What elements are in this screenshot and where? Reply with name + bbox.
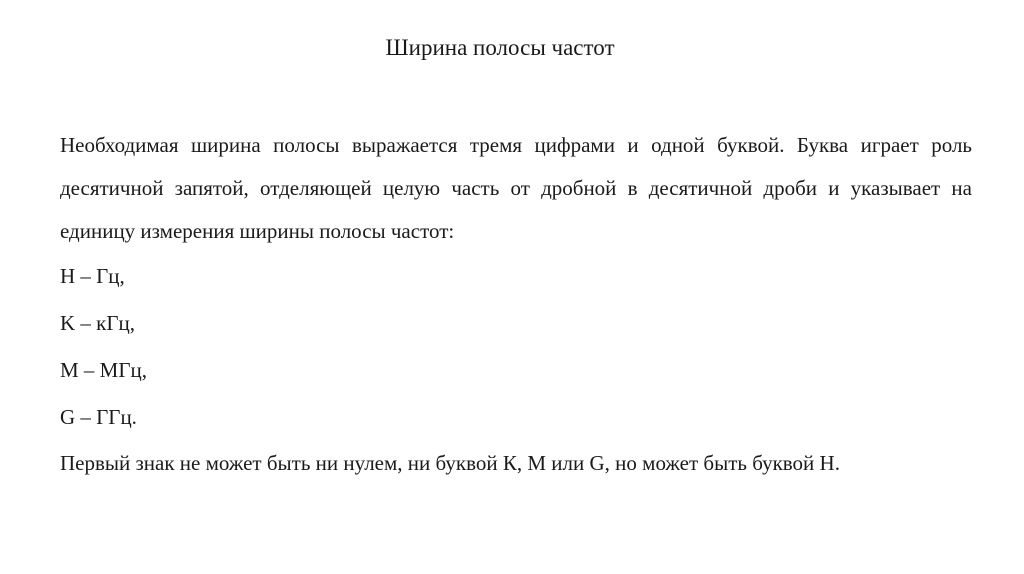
paragraph-first-sign-rule: Первый знак не может быть ни нулем, ни буквой К, M или G, но может быть буквой Н. <box>60 451 840 475</box>
slide-body <box>60 124 972 486</box>
unit-line-hz: H – Гц, <box>60 264 125 288</box>
unit-line-khz: K – кГц, <box>60 311 135 335</box>
slide-title: Ширина полосы частот <box>385 35 615 60</box>
unit-line-ghz: G – ГГц. <box>60 405 137 429</box>
paragraph-bandwidth-description: Необходимая ширина полосы выражается тремя цифрами и одной буквой. Буква играет роль десятичной запятой, отделяющей целую часть от дробной в десятичной дроби и указывает на единицу измерения ширины полосы частот: <box>60 133 972 243</box>
unit-line-mhz: M – МГц, <box>60 358 147 382</box>
